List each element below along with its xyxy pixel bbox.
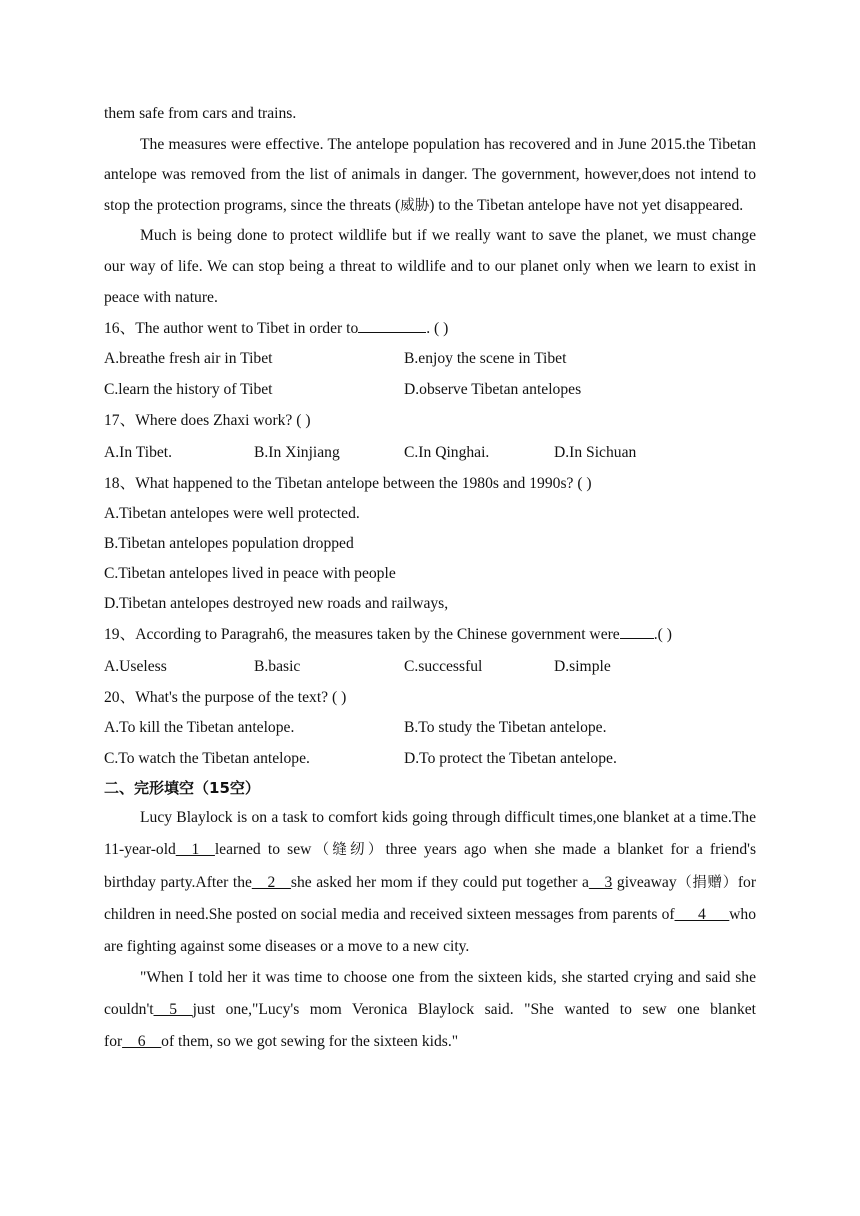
option-a: A.To kill the Tibetan antelope. <box>104 719 295 737</box>
question-20-options-2 <box>104 744 756 775</box>
document-page <box>104 99 756 1057</box>
option-c: C.successful <box>404 658 483 676</box>
question-20-options <box>104 713 756 744</box>
option-b: B.basic <box>254 658 301 676</box>
reading-paragraph-measures: The measures were effective. The antelope population has recovered and in June 2015.the Tibetan antelope was removed from the list of animals in danger. The government, however,does not intend to stop the protection programs, since the threats (威胁) to the Tibetan antelope have not yet disappeared. <box>104 135 756 214</box>
question-19-options <box>104 651 756 682</box>
cloze-blank-3: __3 <box>588 873 613 891</box>
question-18-stem: 18、What happened to the Tibetan antelope between the 1980s and 1990s? ( ) <box>104 474 592 492</box>
option-c: C.In Qinghai. <box>404 443 490 461</box>
cloze-paragraph-2: "When I told her it was time to choose one from the sixteen kids, she started crying and said she couldn't__5__just one,"Lucy's mom Veronica Blaylock said. "She wanted to sew one blanket for__6__of them, so we got sewing for the sixteen kids." <box>104 969 756 1050</box>
question-17-options <box>104 437 756 468</box>
option-d: D.In Sichuan <box>554 443 637 461</box>
option-a: A.Tibetan antelopes were well protected. <box>104 505 360 523</box>
cloze-blank-6: __6__ <box>122 1032 162 1050</box>
question-16-options-2 <box>104 375 756 406</box>
question-19-stem: 19、According to Paragrah6, the measures taken by the Chinese government were .( ) <box>104 619 756 651</box>
option-d: D.To protect the Tibetan antelope. <box>404 749 617 767</box>
question-16-stem: 16、The author went to Tibet in order to . ( ) <box>104 313 756 344</box>
reading-paragraph-conclusion: Much is being done to protect wildlife but if we really want to save the planet, we must change our way of life. We can stop being a threat to wildlife and to our planet only when we learn to exist in peace with nature. <box>104 227 756 306</box>
option-c: C.learn the history of Tibet <box>104 380 273 398</box>
question-16-options <box>104 344 756 375</box>
answer-blank <box>358 317 426 333</box>
chinese-gloss: （捐赠） <box>676 874 738 891</box>
cloze-blank-4: ___4___ <box>674 906 730 924</box>
question-20-stem: 20、What's the purpose of the text? ( ) <box>104 689 347 707</box>
option-a: A.breathe fresh air in Tibet <box>104 350 273 368</box>
option-b: B.To study the Tibetan antelope. <box>404 719 607 737</box>
option-b: B.enjoy the scene in Tibet <box>404 350 567 368</box>
option-b: B.Tibetan antelopes population dropped <box>104 535 354 553</box>
cloze-blank-2: __2__ <box>251 873 291 891</box>
option-d: D.observe Tibetan antelopes <box>404 380 582 398</box>
chinese-gloss: 威胁 <box>400 197 430 214</box>
section-heading-cloze: 二、完形填空（15空） <box>104 779 260 798</box>
cloze-paragraph-1: Lucy Blaylock is on a task to comfort kids going through difficult times,one blanket at a time.The 11-year-old__1__learned to sew（缝纫）three years ago when she made a blanket for a friend's birthday party.After the__2__she asked her mom if they could put together a__3 giveaway（捐赠）for children in need.She posted on social media and received sixteen messages from parents of___4___who are fighting against some diseases or a move to a new city. <box>104 809 757 955</box>
answer-blank <box>620 623 654 639</box>
question-17-stem: 17、Where does Zhaxi work? ( ) <box>104 412 311 430</box>
chinese-gloss: （缝纫） <box>311 841 386 858</box>
cloze-blank-5: __5__ <box>153 1000 193 1018</box>
option-a: A.In Tibet. <box>104 443 173 461</box>
option-b: B.In Xinjiang <box>254 443 340 461</box>
option-c: C.To watch the Tibetan antelope. <box>104 749 310 767</box>
reading-paragraph-end: them safe from cars and trains. <box>104 105 297 122</box>
option-a: A.Useless <box>104 658 167 676</box>
option-c: C.Tibetan antelopes lived in peace with people <box>104 565 396 583</box>
option-d: D.simple <box>554 658 611 676</box>
cloze-blank-1: __1__ <box>175 840 215 858</box>
option-d: D.Tibetan antelopes destroyed new roads and railways, <box>104 595 449 613</box>
